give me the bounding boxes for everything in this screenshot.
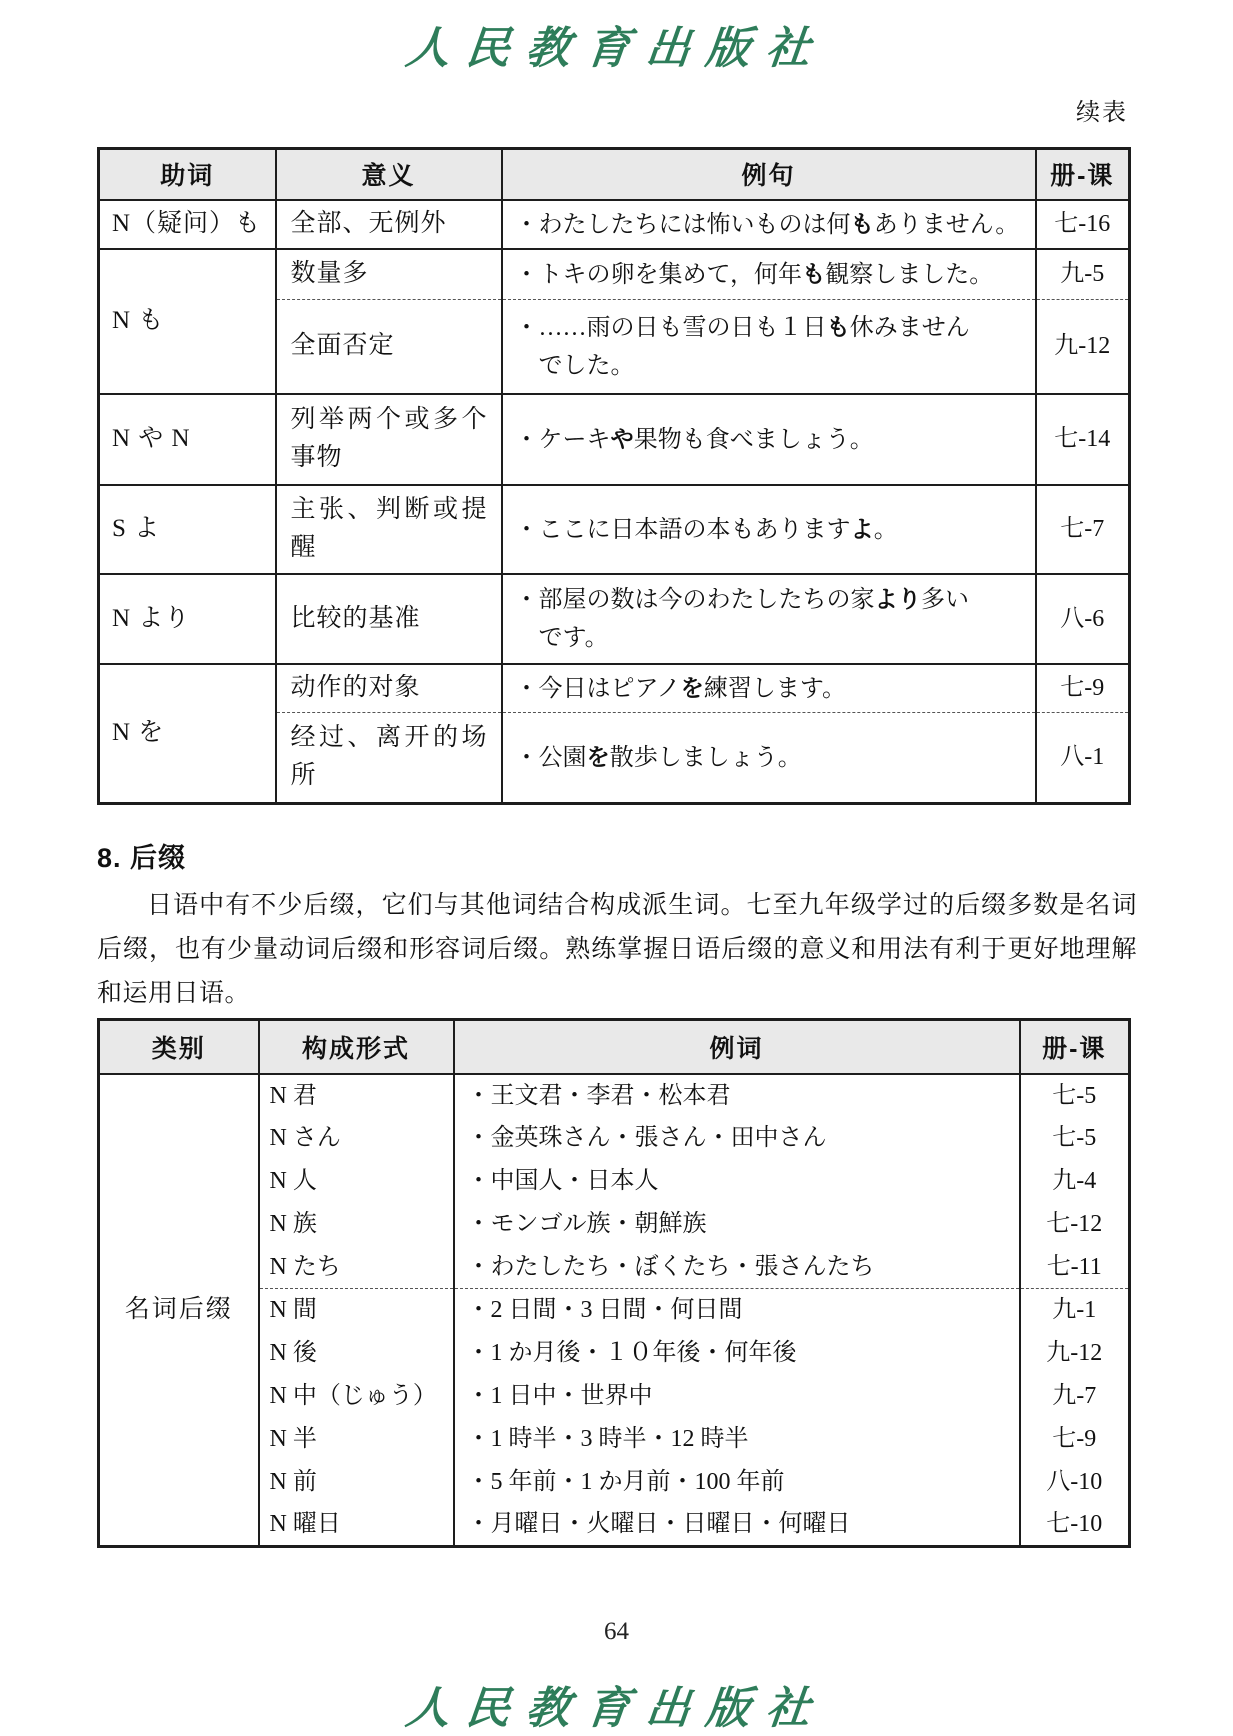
table-row — [99, 394, 1130, 485]
form-cell: N 間 — [259, 1289, 454, 1332]
form-cell: N さん — [259, 1117, 454, 1160]
form-cell: N 族 — [259, 1203, 454, 1246]
form-cell: N たち — [259, 1246, 454, 1289]
examples-cell: ・1 時半・3 時半・12 時半 — [454, 1418, 1020, 1461]
example-cell — [502, 300, 1036, 394]
continued-table-label: 续表 — [1076, 100, 1128, 126]
meaning-cell: 动作的对象 — [276, 664, 502, 713]
lesson-cell: 九-12 — [1036, 300, 1130, 394]
header-row — [99, 1020, 1130, 1074]
highlighted-particle: も — [826, 313, 850, 340]
table-row — [99, 574, 1130, 664]
lesson-cell: 七-12 — [1020, 1203, 1130, 1246]
table-row — [99, 1074, 1130, 1117]
column-header: 构成形式 — [259, 1020, 454, 1074]
meaning-cell: 比较的基准 — [276, 574, 502, 664]
example-text: ・わたしたちには怖いものは何 — [514, 211, 851, 238]
particle-cell: N も — [99, 249, 276, 394]
meaning-cell: 列举两个或多个事物 — [276, 394, 502, 485]
example-text: 多い — [921, 587, 970, 613]
column-header: 册-课 — [1020, 1020, 1130, 1074]
lesson-cell: 七-9 — [1020, 1418, 1130, 1461]
examples-cell: ・2 日間・3 日間・何日間 — [454, 1289, 1020, 1332]
example-cell — [502, 485, 1036, 574]
examples-cell: ・中国人・日本人 — [454, 1160, 1020, 1203]
example-cell — [502, 664, 1036, 713]
lesson-cell: 七-10 — [1020, 1504, 1130, 1547]
highlighted-particle: も — [802, 260, 826, 287]
example-text: ・……雨の日も雪の日も１日 — [514, 314, 827, 341]
suffix-table-header — [99, 1020, 1130, 1074]
table-row — [99, 664, 1130, 713]
particle-cell: N より — [99, 574, 276, 664]
meaning-cell: 全面否定 — [276, 300, 502, 394]
lesson-cell: 九-5 — [1036, 249, 1130, 300]
lesson-cell: 七-16 — [1036, 200, 1130, 249]
lesson-cell: 八-6 — [1036, 574, 1130, 664]
example-cell — [502, 249, 1036, 300]
examples-cell: ・金英珠さん・張さん・田中さん — [454, 1117, 1020, 1160]
lesson-cell: 七-5 — [1020, 1074, 1130, 1117]
example-text: ・ケーキ — [514, 426, 611, 453]
table-row — [99, 485, 1130, 574]
example-text: 観察しました。 — [825, 261, 994, 288]
examples-cell: ・月曜日・火曜日・日曜日・何曜日 — [454, 1504, 1020, 1547]
column-header: 例词 — [454, 1020, 1020, 1074]
example-cell — [502, 574, 1036, 664]
lesson-cell: 七-5 — [1020, 1117, 1130, 1160]
example-text: ありません。 — [873, 211, 1020, 238]
highlighted-particle: より — [874, 586, 922, 612]
example-text: 休みません — [849, 314, 970, 341]
highlighted-particle: を — [586, 743, 610, 770]
examples-cell: ・わたしたち・ぼくたち・張さんたち — [454, 1246, 1020, 1289]
form-cell: N 中（じゅう） — [259, 1375, 454, 1418]
publisher-logo-top: 人民教育出版社 — [403, 23, 829, 74]
example-text: 。 — [873, 516, 898, 543]
suffix-table-body — [99, 1074, 1130, 1547]
particle-table-body — [99, 200, 1130, 804]
meaning-cell: 数量多 — [276, 249, 502, 300]
lesson-cell: 八-10 — [1020, 1461, 1130, 1504]
column-header: 助词 — [99, 149, 276, 200]
particle-cell: S よ — [99, 485, 276, 574]
lesson-cell: 九-4 — [1020, 1160, 1130, 1203]
highlighted-particle: よ — [850, 515, 874, 542]
examples-cell: ・5 年前・1 か月前・100 年前 — [454, 1461, 1020, 1504]
highlighted-particle: も — [850, 210, 874, 237]
table-row — [99, 249, 1130, 300]
highlighted-particle: や — [610, 425, 634, 452]
header-row — [99, 149, 1130, 200]
form-cell: N 後 — [259, 1332, 454, 1375]
meaning-cell: 主张、判断或提醒 — [276, 485, 502, 574]
example-text: 練習します。 — [703, 675, 846, 702]
example-text: ・ここに日本語の本もあります — [514, 516, 851, 543]
example-text: ・部屋の数は今のわたしたちの家 — [514, 587, 875, 613]
example-text: ・公園 — [514, 744, 587, 771]
example-text: ・トキの卵を集めて，何年 — [514, 261, 803, 288]
examples-cell: ・王文君・李君・松本君 — [454, 1074, 1020, 1117]
example-cell — [502, 394, 1036, 485]
examples-cell: ・1 か月後・１０年後・何年後 — [454, 1332, 1020, 1375]
column-header: 意义 — [276, 149, 502, 200]
particle-cell: N を — [99, 664, 276, 804]
form-cell: N 曜日 — [259, 1504, 454, 1547]
particle-cell: N や N — [99, 394, 276, 485]
section-number: 8. — [97, 843, 122, 873]
section-heading — [97, 836, 186, 875]
form-cell: N 君 — [259, 1074, 454, 1117]
example-text: です。 — [538, 625, 609, 651]
highlighted-particle: を — [680, 674, 704, 701]
examples-cell: ・1 日中・世界中 — [454, 1375, 1020, 1418]
column-header: 类别 — [99, 1020, 259, 1074]
lesson-cell: 七-7 — [1036, 485, 1130, 574]
particle-table-header — [99, 149, 1130, 200]
form-cell: N 半 — [259, 1418, 454, 1461]
lesson-cell: 九-12 — [1020, 1332, 1130, 1375]
example-cell — [502, 712, 1036, 803]
example-text: でした。 — [538, 352, 635, 379]
category-cell: 名词后缀 — [99, 1074, 259, 1547]
suffix-table — [97, 1018, 1131, 1548]
examples-cell: ・モンゴル族・朝鮮族 — [454, 1203, 1020, 1246]
lesson-cell: 九-7 — [1020, 1375, 1130, 1418]
form-cell: N 前 — [259, 1461, 454, 1504]
publisher-logo-bottom: 人民教育出版社 — [403, 1683, 829, 1734]
lesson-cell: 九-1 — [1020, 1289, 1130, 1332]
lesson-cell: 七-9 — [1036, 664, 1130, 713]
example-cell — [502, 200, 1036, 249]
table-row — [99, 200, 1130, 249]
column-header: 例句 — [502, 149, 1036, 200]
lesson-cell: 八-1 — [1036, 712, 1130, 803]
form-cell: N 人 — [259, 1160, 454, 1203]
section-paragraph: 日语中有不少后缀，它们与其他词结合构成派生词。七至九年级学过的后缀多数是名词后缀，也有少量动词后缀和形容词后缀。熟练掌握日语后缀的意义和用法有利于更好地理解和运用日语。 — [97, 892, 1137, 1007]
particle-cell: N（疑问）も — [99, 200, 276, 249]
section-title: 后缀 — [130, 843, 187, 873]
example-text: ・今日はピアノ — [514, 675, 681, 702]
example-text: 果物も食べましょう。 — [633, 426, 874, 453]
page-number: 64 — [604, 1618, 629, 1645]
example-text: 散歩しましょう。 — [609, 744, 802, 771]
lesson-cell: 七-14 — [1036, 394, 1130, 485]
meaning-cell: 全部、无例外 — [276, 200, 502, 249]
lesson-cell: 七-11 — [1020, 1246, 1130, 1289]
particle-table — [97, 147, 1131, 805]
column-header: 册-课 — [1036, 149, 1130, 200]
meaning-cell: 经过、离开的场所 — [276, 712, 502, 803]
